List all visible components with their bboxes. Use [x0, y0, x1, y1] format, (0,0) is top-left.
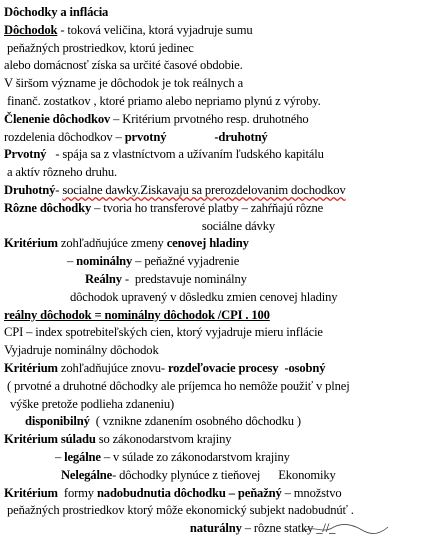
text-segment: súladu [60, 432, 96, 447]
text-line [4, 164, 117, 181]
text-segment: zohľadňujúce zmeny [57, 236, 167, 251]
text-segment [166, 130, 214, 144]
text-line [4, 57, 243, 74]
text-line [4, 324, 323, 341]
text-segment: -druhotný [214, 129, 268, 144]
text-segment: Kritérium [4, 236, 58, 251]
text-segment: Reálny [84, 272, 122, 286]
text-line [4, 111, 309, 128]
text-segment: disponibilný [25, 414, 90, 429]
text-segment [4, 272, 85, 286]
text-segment: Dôchodok [4, 22, 58, 37]
text-segment: alebo domácnosť získa sa určité časové obdobie. [4, 58, 243, 73]
text-segment: - predstavuje nominálny [121, 272, 247, 286]
text-line [4, 218, 275, 235]
text-line [4, 235, 249, 252]
text-line [4, 396, 174, 413]
text-segment: so zákonodarstvom krajiny [95, 432, 232, 447]
text-line [4, 182, 346, 199]
text-segment: – peňažné vyjadrenie [132, 254, 240, 269]
text-segment: V širšom význame je dôchodok je tok reálnych a [4, 76, 244, 91]
text-segment: nominálny [76, 254, 133, 269]
text-segment: Nelegálne [60, 467, 113, 482]
text-segment: formy [57, 485, 97, 500]
text-line [4, 378, 350, 395]
text-segment: nadobudnutia dôchodku – peňažný [96, 485, 282, 500]
text-segment: Kritérium [4, 485, 58, 500]
text-segment [4, 414, 25, 428]
text-segment: dôchodok upravený v dôsledku zmien cenovej hladiny [4, 289, 338, 304]
text-line [4, 307, 270, 324]
text-segment: Dôchodky a inflácia [4, 5, 109, 19]
text-segment: – množstvo [281, 485, 342, 500]
text-segment: sociálne dávky [4, 218, 275, 233]
text-segment: Členenie dôchodkov [4, 111, 111, 126]
text-segment: - spája sa z vlastníctvom a užívaním ľudského kapitálu [46, 147, 324, 162]
text-line [4, 449, 290, 466]
text-line [4, 4, 108, 21]
text-line [4, 200, 323, 217]
text-segment: peňažných prostriedkov, ktorú jedinec [4, 40, 194, 55]
text-line [4, 40, 194, 57]
text-segment: Kritérium [4, 432, 58, 447]
text-segment: ( vznikne zdanením osobného dôchodku ) [89, 414, 301, 429]
text-segment: Vyjadruje nominálny dôchodok [4, 343, 159, 358]
text-segment: zohľadňujúce znovu- [57, 361, 168, 375]
text-line [4, 467, 336, 484]
text-segment: – [4, 450, 65, 464]
text-segment: naturálny [189, 521, 242, 536]
text-segment: – [4, 254, 77, 269]
text-segment [4, 468, 61, 482]
text-segment: – Kritérium prvotného resp. druhotného [110, 111, 309, 126]
text-segment [4, 521, 190, 535]
text-segment: a aktív rôzneho druhu. [4, 165, 118, 180]
text-segment: socialne dawky.Ziskavaju sa prerozdelovanim dochodkov [62, 183, 346, 197]
text-line [4, 520, 335, 536]
text-segment: cenovej hladiny [166, 236, 249, 251]
text-line [4, 502, 354, 519]
text-segment: - [55, 183, 63, 197]
text-segment: ( prvotné a druhotné dôchodky ale príjemca ho nemôže použiť v plnej [4, 378, 350, 393]
text-segment: - dôchodky plynúce z tieňovej Ekonomiky [112, 467, 336, 482]
text-segment: - toková veličina, ktorá vyjadruje sumu [57, 22, 253, 37]
text-segment: rozdelenia dôchodkov – [4, 129, 125, 144]
text-segment: výške pretože podlieha zdaneniu) [4, 396, 175, 411]
text-line [4, 253, 239, 270]
text-line [4, 289, 337, 306]
text-segment: – v súlade zo zákonodarstvom krajiny [100, 450, 290, 464]
text-segment: legálne [64, 450, 101, 464]
text-line [4, 413, 301, 430]
text-line [4, 342, 159, 359]
text-line [4, 22, 253, 39]
text-line [4, 271, 247, 288]
text-segment: CPI – index spotrebiteľských cien, ktorý vyjadruje mieru inflácie [4, 325, 323, 340]
text-line [4, 93, 321, 110]
text-line [4, 431, 231, 448]
text-line [4, 129, 268, 146]
text-segment: Kritérium [4, 361, 58, 375]
handwritten-mark [300, 522, 390, 536]
text-segment: Druhotný [4, 183, 56, 197]
text-segment: rozdeľovacie procesy -osobný [167, 361, 326, 375]
text-segment: prvotný [124, 129, 167, 144]
text-line [4, 75, 243, 92]
text-line [4, 360, 325, 377]
text-segment: – tvoria ho transferové platby – zahŕňajú rôzne [91, 200, 324, 215]
text-segment: Prvotný [4, 147, 47, 162]
text-segment: finanč. zostatkov , ktoré priamo alebo nepriamo plynú z výroby. [4, 94, 321, 108]
text-segment: – rôzne statky _//_ [241, 521, 336, 536]
text-line [4, 146, 324, 163]
text-segment: reálny dôchodok = nominálny dôchodok /CPI . 100 [4, 307, 270, 322]
text-segment: Rôzne dôchodky [4, 200, 92, 215]
text-segment: peňažných prostriedkov ktorý môže ekonomický subjekt nadobudnúť . [4, 503, 354, 518]
text-line [4, 485, 342, 502]
